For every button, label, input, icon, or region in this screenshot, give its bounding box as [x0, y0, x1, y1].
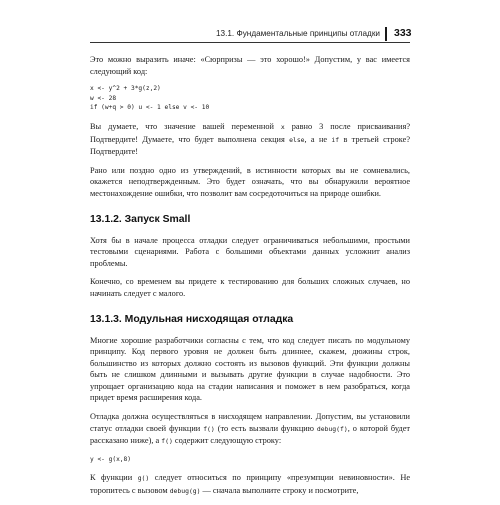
inline-code: debug(f) [316, 424, 348, 433]
inline-code: g() [137, 474, 150, 483]
code-line: if (w+q > 0) u <- 1 else v <- 10 [90, 104, 210, 112]
inline-code: else [289, 135, 305, 144]
inline-code: if [331, 135, 340, 144]
code-block-1 [90, 84, 410, 113]
inline-code: f() [203, 424, 215, 433]
inline-code: f() [161, 437, 173, 446]
page-number: 333 [394, 27, 412, 39]
confirm-paragraph: Вы думаете, что значение вашей переменной x равно 3 после присваивания? Подтвердите! Думаете, что будет выполнена секция else, а не if в третьей строке? Подтвердите! [90, 121, 410, 157]
modular-paragraph-3: К функции g() следует относиться по принципу «презумпции невиновности». Не торопитесь с вызовом debug(g) — сначала выполните строку и посмотрите, [90, 473, 411, 496]
modular-paragraph-2: Отладка должна осуществляться в нисходящем направлении. Допустим, вы установили статус отладки своей функции f() (то есть вызвали функцию debug(f), о которой будет рассказано ниже), а f() содержит следующую строку: [90, 412, 410, 446]
intro-paragraph: Это можно выразить иначе: «Сюрпризы — это хорошо!» Допустим, у вас имеется следующий код: [90, 55, 410, 76]
running-header-title: 13.1. Фундаментальные принципы отладки [216, 29, 380, 38]
small-paragraph-2: Конечно, со временем вы придете к тестированию для больших сложных случаев, но начинать следует с малого. [90, 277, 410, 298]
header-divider [385, 27, 387, 41]
error-location-paragraph: Рано или поздно одно из утверждений, в истинности которых вы не сомневались, окажется неподтвержденным. Это будет означать, что вы обнаружили вероятное местонахождение ошибки, что позволит вам сосредоточиться на природе ошибки. [90, 165, 410, 198]
running-header [0, 27, 500, 43]
inline-code: debug(g) [169, 487, 201, 496]
code-block-2: y <- g(x,8) [90, 455, 131, 463]
section-heading-small: 13.1.2. Запуск Small [90, 213, 191, 225]
section-heading-modular: 13.1.3. Модульная нисходящая отладка [90, 313, 294, 325]
modular-paragraph-1: Многие хорошие разработчики согласны с тем, что код следует писать по модульному принципу. Код первого уровня не должен быть длиннее, скажем, дюжины строк, большинство из которых должно состоять из вызовов функций. Эти функции должны быть не слишком длинными и вызывать другие функции в случае надобности. Это упрощает организацию кода на стадии написания и поможет в нем разобраться, когда придет время расширения кода. [90, 335, 410, 403]
code-line: w <- 28 [90, 94, 117, 102]
header-rule [90, 42, 410, 43]
page-body [90, 54, 410, 505]
inline-code: x [280, 122, 285, 131]
code-line: x <- y^2 + 3*g(z,2) [90, 85, 161, 93]
small-paragraph-1: Хотя бы в начале процесса отладки следует ограничиваться небольшими, простыми тестовыми сценариями. Работа с большими объектами данных усложнит анализ проблемы. [90, 235, 410, 268]
